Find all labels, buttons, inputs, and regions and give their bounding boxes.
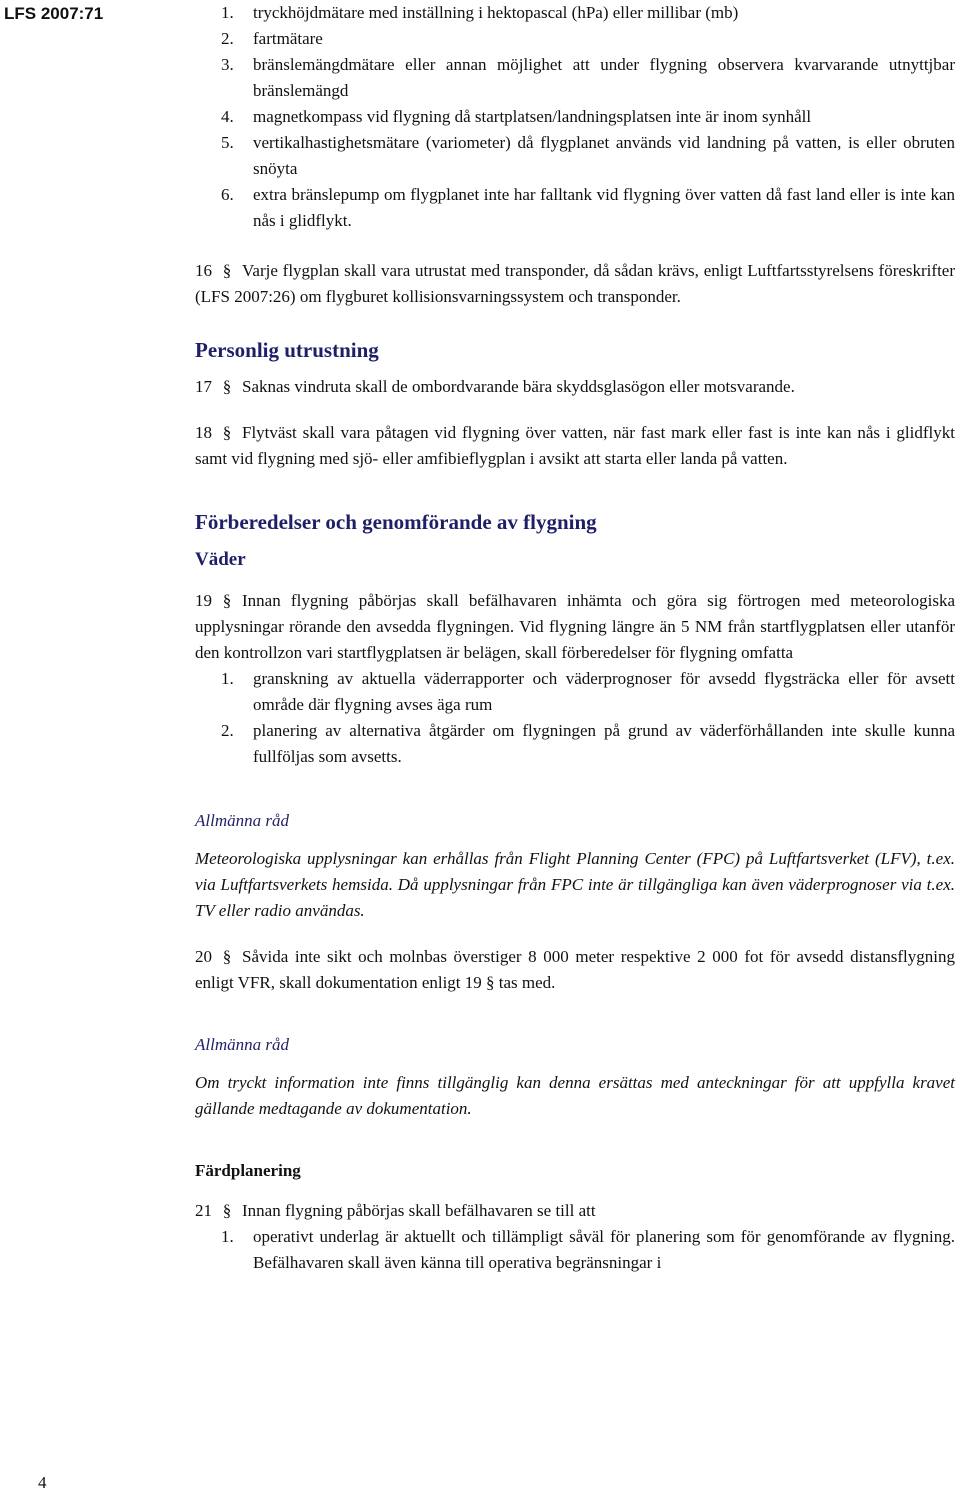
list-item [195,1224,955,1276]
list-item [195,52,955,104]
list-item-number: 5. [221,133,234,152]
list-item [195,26,955,52]
section-text: Innan flygning påbörjas skall befälhavaren se till att [242,1201,596,1220]
list-item [195,104,955,130]
list-item-text: planering av alternativa åtgärder om flygningen på grund av väderförhållanden inte skulle kunna fullföljas som avsetts. [253,721,955,766]
list-item-text: granskning av aktuella väderrapporter och väderprognoser för avsedd flygsträcka eller för avsett område där flygning avses äga rum [253,669,955,714]
list-item-text: extra bränslepump om flygplanet inte har falltank vid flygning över vatten då fast land eller is inte kan nås i glidflykt. [253,185,955,230]
general-advice-label: Allmänna råd [195,811,289,830]
list-item-number: 6. [221,185,234,204]
list-item-number: 2. [221,29,234,48]
section-mark: § [222,591,232,610]
section-number: 18 [195,423,212,442]
heading-personlig-utrustning: Personlig utrustning [195,338,379,362]
section-text: Innan flygning påbörjas skall befälhavaren inhämta och göra sig förtrogen med meteorologiska upplysningar rörande den avsedda flygningen. Vid flygning längre än 5 NM från startflygplatsen eller utanför den kontrollzon vari startflygplatsen är belägen, skall förberedelser för flygning omfatta [195,591,955,662]
section-number: 20 [195,947,212,966]
list-item-text: vertikalhastighetsmätare (variometer) då flygplanet används vid landning på vatten, is eller obruten snöyta [253,133,955,178]
list-item-number: 1. [221,669,234,688]
list-item [195,130,955,182]
weather-list [195,666,955,770]
list-item-text: fartmätare [253,29,323,48]
list-item-text: bränslemängdmätare eller annan möjlighet att under flygning observera kvarvarande utnyttjbar bränslemängd [253,55,955,100]
section-mark: § [222,377,232,396]
section-mark: § [222,261,232,280]
section-text: Flytväst skall vara påtagen vid flygning över vatten, när fast mark eller fast is inte kan nås i glidflykt samt vid flygning med sjö- eller amfibieflygplan i avsikt att starta eller landa på vatten. [195,423,955,468]
section-number: 21 [195,1201,212,1220]
list-item-number: 2. [221,721,234,740]
list-item-number: 1. [221,3,234,22]
section-text: Saknas vindruta skall de ombordvarande bära skyddsglasögon eller motsvarande. [242,377,795,396]
section-text: Varje flygplan skall vara utrustat med transponder, då sådan krävs, enligt Luftfartsstyrelsens föreskrifter (LFS 2007:26) om flygburet kollisionsvarningssystem och transponder. [195,261,955,306]
list-item-number: 4. [221,107,234,126]
section-number: 17 [195,377,212,396]
planning-list [195,1224,955,1276]
section-mark: § [222,423,232,442]
list-item-text: tryckhöjdmätare med inställning i hektopascal (hPa) eller millibar (mb) [253,3,739,22]
section-mark: § [222,947,232,966]
page-number: 4 [38,1473,47,1492]
heading-forberedelser: Förberedelser och genomförande av flygning [195,510,597,534]
general-advice-text: Meteorologiska upplysningar kan erhållas från Flight Planning Center (FPC) på Luftfartsverket (LFV), t.ex. via Luftfartsverkets hemsida. Då upplysningar från FPC inte är tillgängliga kan även väderprognoser via t.ex. TV eller radio användas. [195,849,955,920]
instrument-list [195,0,955,234]
general-advice-label: Allmänna råd [195,1035,289,1054]
section-21 [195,1198,955,1224]
list-item-number: 3. [221,55,234,74]
heading-vader: Väder [195,549,246,570]
section-16 [195,258,955,310]
page-content [195,0,955,1276]
section-mark: § [222,1201,232,1220]
section-17 [195,374,955,400]
document-id: LFS 2007:71 [4,4,104,23]
list-item [195,666,955,718]
section-number: 19 [195,591,212,610]
section-number: 16 [195,261,212,280]
section-20 [195,944,955,996]
list-item-text: operativt underlag är aktuellt och tillämpligt såväl för planering som för genomförande av flygning. Befälhavaren skall även känna till operativa begränsningar i [253,1227,955,1272]
section-18 [195,420,955,472]
list-item-text: magnetkompass vid flygning då startplatsen/landningsplatsen inte är inom synhåll [253,107,812,126]
heading-fardplanering: Färdplanering [195,1161,301,1180]
list-item [195,182,955,234]
section-19 [195,588,955,666]
list-item [195,0,955,26]
section-text: Såvida inte sikt och molnbas överstiger 8 000 meter respektive 2 000 fot för avsedd distansflygning enligt VFR, skall dokumentation enligt 19 § tas med. [195,947,955,992]
general-advice-text: Om tryckt information inte finns tillgänglig kan denna ersättas med anteckningar för att uppfylla kravet gällande medtagande av dokumentation. [195,1073,955,1118]
list-item-number: 1. [221,1227,234,1246]
list-item [195,718,955,770]
